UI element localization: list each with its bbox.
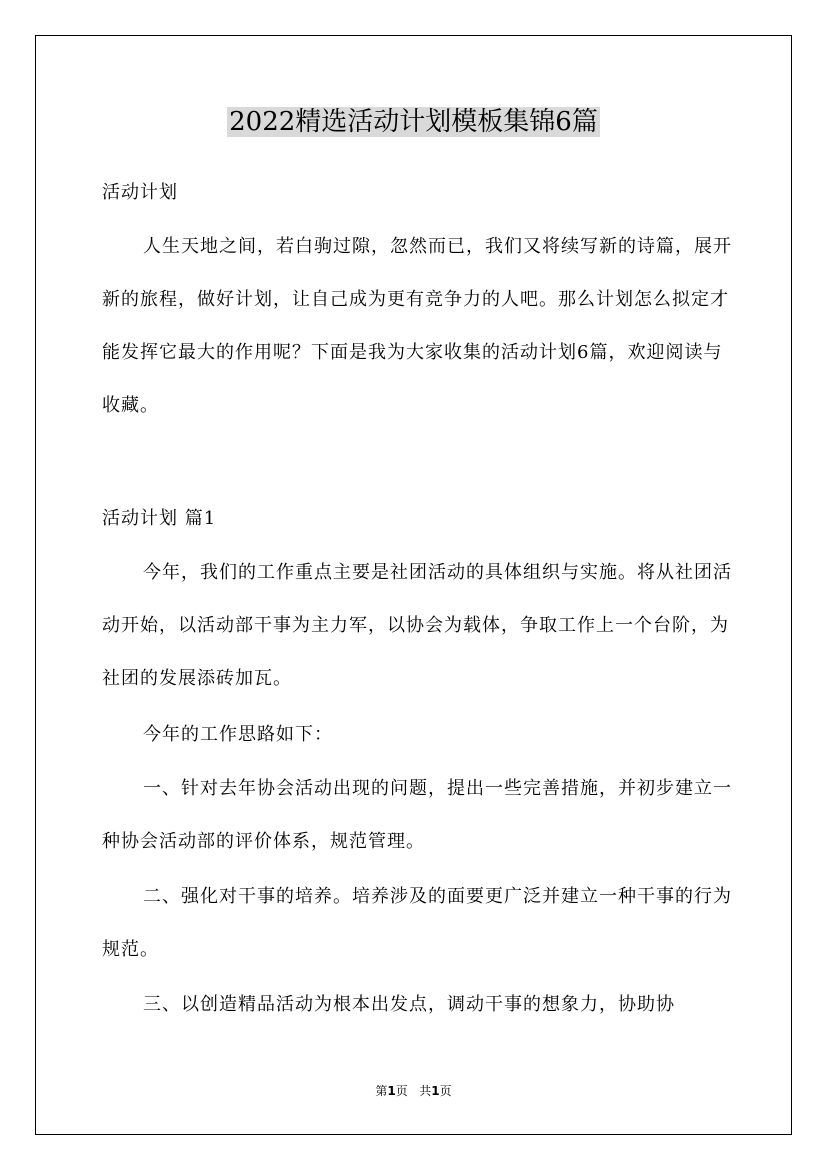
footer-total-number: 1 [431, 1084, 440, 1098]
document-title [0, 100, 827, 144]
page-footer [0, 1082, 827, 1099]
footer-total-prefix: 共 [419, 1084, 432, 1098]
section-paragraph: 一、针对去年协会活动出现的问题，提出一些完善措施，并初步建立一种协会活动部的评价体系，规范管理。 [102, 778, 732, 852]
footer-total-suffix: 页 [439, 1084, 452, 1098]
footer-page-prefix: 第 [375, 1084, 388, 1098]
footer-page-suffix: 页 [395, 1084, 408, 1098]
footer-page-number: 1 [387, 1084, 396, 1098]
section-heading: 活动计划 篇1 [102, 508, 217, 529]
document-title-text: 2022精选活动计划模板集锦6篇 [229, 107, 598, 137]
section-paragraph: 三、以创造精品活动为根本出发点，调动干事的想象力，协助协 [143, 994, 675, 1015]
intro-heading: 活动计划 [102, 182, 178, 203]
section-paragraph: 今年，我们的工作重点主要是社团活动的具体组织与实施。将从社团活动开始，以活动部干事为主力军，以协会为载体，争取工作上一个台阶，为社团的发展添砖加瓦。 [102, 562, 732, 689]
section-paragraph: 今年的工作思路如下： [143, 724, 333, 745]
intro-paragraph: 人生天地之间，若白驹过隙，忽然而已，我们又将续写新的诗篇，展开新的旅程，做好计划，让自己成为更有竞争力的人吧。那么计划怎么拟定才能发挥它最大的作用呢？下面是我为大家收集的活动计划6篇，欢迎阅读与收藏。 [102, 236, 732, 416]
section-paragraph: 二、强化对干事的培养。培养涉及的面要更广泛并建立一种干事的行为规范。 [102, 886, 732, 960]
